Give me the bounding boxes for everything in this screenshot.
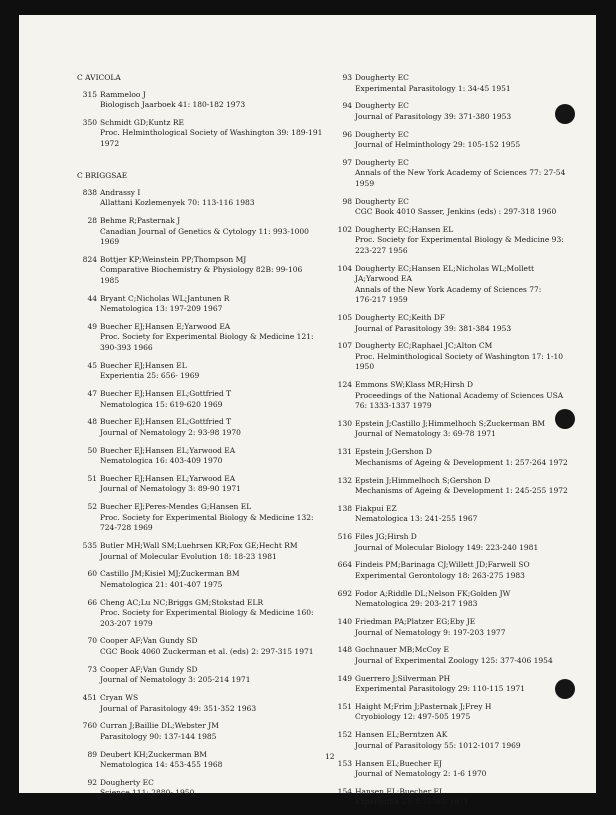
reference-text [355,130,520,151]
reference-number: 130 [337,418,352,428]
reference-line: Experientia 27: 859-860 1971 [355,797,469,807]
reference-number: 138 [337,503,352,513]
reference-text [355,759,486,780]
reference-entry [77,541,323,562]
reference-line: JA;Yarwood EA [355,274,412,284]
reference-entry [332,476,586,497]
reference-line: 724-728 1969 [100,523,153,533]
reference-line: Rammeloo J [100,89,146,99]
reference-entry [332,759,586,780]
reference-entry [77,721,323,742]
reference-line: Dougherty EC;Keith DF [355,313,446,323]
reference-line: Nematologica 29: 203-217 1983 [355,599,478,609]
reference-number: 148 [337,645,352,655]
reference-number: 51 [87,473,97,483]
reference-line: 1950 [355,362,375,372]
section-heading: C AVICOLA [77,73,121,82]
reference-number: 94 [342,101,352,111]
reference-line: 1985 [100,275,120,285]
reference-entry [77,322,323,354]
reference-line: Fodor A;Riddle DL;Nelson FK;Golden JW [355,588,511,598]
reference-line: CGC Book 4060 Zuckerman et al. (eds) 2: 297-315 1971 [100,646,314,656]
reference-number: 102 [337,224,352,234]
reference-line: Parasitology 90: 137-144 1985 [100,731,217,741]
reference-line: Findeis PM;Barinaga CJ;Willett JD;Farwell SO [355,560,530,570]
reference-line: Journal of Nematology 9: 197-203 1977 [355,627,506,637]
reference-number: 96 [342,129,352,139]
reference-number: 28 [87,216,97,226]
reference-number: 535 [82,541,97,551]
reference-number: 44 [87,293,97,303]
reference-line: Journal of Nematology 2: 1-6 1970 [355,769,487,779]
reference-number: 140 [337,617,352,627]
reference-number: 93 [342,73,352,82]
reference-number: 48 [87,417,97,427]
reference-line: Cheng AC;Lu NC;Briggs GM;Stokstad ELR [100,597,264,607]
reference-line: Dougherty EC [355,196,409,206]
reference-line: Gochnauer MB;McCoy E [355,645,450,655]
reference-line: Journal of Parasitology 49: 351-352 1963 [100,703,257,713]
reference-number: 516 [337,532,352,542]
reference-line: Nematologica 13: 197-209 1967 [100,304,223,314]
reference-number: 132 [337,475,352,485]
reference-text [355,225,564,257]
reference-line: Files JG;Hirsh D [355,532,417,542]
reference-text [100,541,298,562]
reference-line: Proc. Helminthological Society of Washington 39: 189-191 [100,128,323,138]
reference-entry [332,787,586,808]
reference-line: Epstein J;Gershon D [355,447,432,457]
reference-line: Journal of Parasitology 39: 371-380 1953 [355,111,512,121]
reference-entry [332,101,586,122]
reference-line: Haight M;Frim J;Pasternak J;Frey H [355,701,492,711]
reference-line: Journal of Nematology 2: 93-98 1970 [100,427,241,437]
reference-line: Nematologica 21: 401-407 1975 [100,579,223,589]
reference-line: Experientia 25: 656- 1969 [100,371,200,381]
reference-text [355,730,521,751]
reference-line: 76: 1333-1337 1979 [355,401,432,411]
reference-number: 151 [337,701,352,711]
reference-line: Journal of Experimental Zoology 125: 377-406 1954 [355,655,553,665]
reference-entry [77,118,323,150]
reference-entry [77,417,323,438]
reference-text [355,380,563,412]
reference-entry [332,560,586,581]
reference-entry [332,225,586,257]
reference-line: Proc. Helminthological Society of Washington 17: 1-10 [355,351,564,361]
reference-line: Epstein J;Himmelhoch S;Gershon D [355,475,491,485]
reference-line: Annals of the New York Academy of Sciences 77: 27-54 [355,168,566,178]
reference-entry [77,294,323,315]
reference-line: 1972 [100,138,120,148]
reference-line: Dougherty EC [355,101,409,111]
reference-number: 154 [337,786,352,796]
reference-line: Journal of Molecular Biology 149: 223-240 1981 [355,542,539,552]
reference-line: Nematologica 13: 241-255 1967 [355,514,478,524]
reference-number: 107 [337,341,352,351]
reference-line: Annals of the New York Academy of Sciences 77: [355,284,542,294]
reference-entry [332,158,586,190]
reference-text [100,778,194,799]
reference-number: 66 [87,597,97,607]
reference-number: 664 [337,560,352,570]
reference-entry [332,197,586,218]
reference-text [355,560,530,581]
reference-number: 350 [82,117,97,127]
reference-entry [77,693,323,714]
reference-text [100,294,229,315]
reference-text [100,598,314,630]
reference-text [100,569,240,590]
reference-text [355,617,505,638]
reference-text [355,589,510,610]
reference-line: Mechanisms of Ageing & Development 1: 245-255 1972 [355,486,568,496]
reference-line: Journal of Parasitology 55: 1012-1017 1969 [355,740,521,750]
reference-entry [332,702,586,723]
reference-number: 49 [87,321,97,331]
reference-line: Dougherty EC [355,73,409,82]
reference-line: Proc. Society for Experimental Biology & Medicine 132: [100,512,314,522]
reference-line: Epstein J;Castillo J;Himmelhoch S;Zuckerman BM [355,418,546,428]
reference-line: Emmons SW;Klass MR;Hirsh D [355,380,474,390]
reference-line: Proc. Society for Experimental Biology & Medicine 93: [355,235,564,245]
reference-text [100,389,231,410]
reference-line: Bottjer KP;Weinstein PP;Thompson MJ [100,254,247,264]
reference-line: Hansen EL;Berntzen AK [355,730,448,740]
reference-line: Allattani Kozlemenyek 70: 113-116 1983 [100,198,255,208]
reference-line: Deubert KH;Zuckerman BM [100,749,207,759]
reference-line: Dougherty EC;Hansen EL [355,224,454,234]
reference-number: 149 [337,673,352,683]
reference-line: Cryobiology 12: 497-505 1975 [355,712,471,722]
reference-line: Mechanisms of Ageing & Development 1: 257-264 1972 [355,457,568,467]
reference-number: 89 [87,749,97,759]
reference-line: Hansen EL;Buecher EJ [355,786,443,796]
reference-line: Journal of Helminthology 29: 105-152 1955 [355,140,521,150]
reference-number: 124 [337,380,352,390]
reference-entry [77,188,323,209]
reference-text [100,693,256,714]
reference-line: Cooper AF;Van Gundy SD [100,636,198,646]
reference-line: Journal of Molecular Evolution 18: 18-23 1981 [100,551,277,561]
reference-line: Proc. Society for Experimental Biology & Medicine 160: [100,608,314,618]
reference-number: 60 [87,569,97,579]
reference-number: 52 [87,502,97,512]
reference-line: Schmidt GD;Kuntz RE [100,117,184,127]
reference-number: 824 [82,254,97,264]
reference-line: 176-217 1959 [355,295,408,305]
reference-line: Dougherty EC;Hansen EL;Nicholas WL;Mollett [355,263,535,273]
reference-line: Friedman PA;Platzer EG;Eby JE [355,617,476,627]
reference-line: Experimental Parasitology 1: 34-45 1951 [355,83,511,93]
reference-text [355,702,491,723]
reference-text [355,476,568,497]
reference-line: Buecher EJ;Hansen EL [100,360,187,370]
reference-number: 73 [87,664,97,674]
reference-text [100,502,314,534]
reference-line: Buecher EJ;Peres-Mendes G;Hansen EL [100,502,252,512]
reference-number: 105 [337,313,352,323]
reference-line: Dougherty EC [355,157,409,167]
reference-number: 92 [87,777,97,787]
reference-text [355,101,511,122]
reference-number: 131 [337,447,352,457]
reference-text [100,255,302,287]
reference-line: Proceedings of the National Academy of Sciences USA [355,390,564,400]
reference-entry [332,73,586,94]
reference-number: 97 [342,157,352,167]
reference-line: Nematologica 16: 403-409 1970 [100,456,223,466]
reference-number: 838 [82,187,97,197]
reference-line: Nematologica 15: 619-620 1969 [100,399,223,409]
reference-line: Comparative Biochemistry & Physiology 82B: 99-106 [100,265,303,275]
reference-text [355,264,541,306]
reference-line: Journal of Nematology 3: 89-90 1971 [100,484,241,494]
reference-text [355,419,545,440]
reference-number: 152 [337,730,352,740]
reference-line: Bryant C;Nicholas WL;Jantunen R [100,293,230,303]
reference-line: 1969 [100,237,120,247]
reference-line: Experimental Gerontology 18: 263-275 1983 [355,570,525,580]
reference-number: 47 [87,389,97,399]
reference-entry [332,730,586,751]
reference-text [100,665,250,686]
reference-line: Andrassy I [100,187,141,197]
reference-line: Journal of Nematology 3: 205-214 1971 [100,675,251,685]
reference-line: Castillo JM;Kisiel MJ;Zuckerman BM [100,569,240,579]
reference-entry [77,569,323,590]
reference-entry [332,264,586,306]
reference-number: 153 [337,758,352,768]
reference-text [355,504,477,525]
reference-text [355,313,511,334]
reference-line: Hansen EL;Buecher EJ [355,758,443,768]
reference-number: 50 [87,445,97,455]
reference-text [355,341,563,373]
reference-text [100,474,241,495]
reference-entry [332,447,586,468]
section-heading: C BRIGGSAE [77,171,128,181]
reference-line: 390-393 1966 [100,342,153,352]
reference-entry [77,255,323,287]
reference-line: Buecher EJ;Hansen EL;Yarwood EA [100,445,236,455]
reference-entry [77,598,323,630]
reference-text [100,118,322,150]
reference-text [100,446,235,467]
reference-line: Nematologica 14: 453-455 1968 [100,760,223,770]
reference-text [100,750,222,771]
page-number: 12 [325,752,335,761]
reference-line: Buecher EJ;Hansen EL;Gottfried T [100,417,232,427]
reference-line: Dougherty EC [355,129,409,139]
reference-line: Butler MH;Wall SM;Luehrsen KR;Fox GE;Hecht RM [100,541,298,551]
reference-text [100,721,219,742]
reference-entry [332,674,586,695]
reference-number: 692 [337,588,352,598]
reference-line: Experimental Parasitology 29: 110-115 1971 [355,684,526,694]
reference-entry [77,474,323,495]
reference-text [355,73,511,94]
reference-line: Fiakpui EZ [355,503,397,513]
right-column [332,73,586,815]
reference-text [100,322,314,354]
reference-entry [332,645,586,666]
reference-line: CGC Book 4010 Sasser, Jenkins (eds) : 297-318 1960 [355,207,557,217]
reference-line: Dougherty EC;Raphael JC;Alton CM [355,341,493,351]
reference-text [100,188,255,209]
reference-line: 203-207 1979 [100,618,153,628]
reference-number: 70 [87,636,97,646]
left-column [77,73,323,806]
reference-line: Buecher EJ;Hansen E;Yarwood EA [100,321,231,331]
reference-line: Buecher EJ;Hansen EL;Yarwood EA [100,473,236,483]
reference-entry [77,446,323,467]
document-page [19,15,596,807]
reference-number: 760 [82,721,97,731]
reference-entry [77,778,323,799]
reference-entry [77,361,323,382]
reference-text [355,158,565,190]
reference-entry [332,532,586,553]
reference-text [355,447,568,468]
reference-line: 223-227 1956 [355,245,408,255]
reference-line: Canadian Journal of Genetics & Cytology 11: 993-1000 [100,226,309,236]
reference-line: Journal of Nematology 3: 69-78 1971 [355,429,496,439]
reference-text [100,361,199,382]
reference-entry [77,90,323,111]
reference-line: Cryan WS [100,693,139,703]
reference-text [100,216,309,248]
reference-number: 98 [342,196,352,206]
reference-entry [332,313,586,334]
reference-line: Dougherty EC [100,777,154,787]
reference-entry [77,665,323,686]
reference-text [100,636,314,657]
reference-entry [332,341,586,373]
reference-line: Cooper AF;Van Gundy SD [100,664,198,674]
reference-line: Curran J;Baillie DL;Webster JM [100,721,219,731]
reference-entry [332,130,586,151]
reference-number: 315 [82,89,97,99]
reference-entry [77,389,323,410]
reference-entry [332,419,586,440]
reference-entry [77,216,323,248]
reference-entry [332,589,586,610]
reference-entry [77,502,323,534]
reference-entry [332,504,586,525]
reference-text [100,417,241,438]
reference-number: 451 [82,693,97,703]
reference-line: Behme R;Pasternak J [100,216,181,226]
reference-entry [77,636,323,657]
reference-entry [332,380,586,412]
reference-line: Guerrero J;Silverman PH [355,673,451,683]
reference-text [355,532,538,553]
reference-text [100,90,245,111]
reference-text [355,787,469,808]
reference-text [355,197,556,218]
reference-number: 45 [87,360,97,370]
reference-number: 104 [337,263,352,273]
reference-entry [77,750,323,771]
reference-line: Buecher EJ;Hansen EL;Gottfried T [100,389,232,399]
reference-line: 1959 [355,178,375,188]
reference-line: Biologisch Jaarboek 41: 180-182 1973 [100,100,246,109]
reference-text [355,674,525,695]
reference-line: Journal of Parasitology 39: 381-384 1953 [355,323,512,333]
reference-line: Science 111: 2880- 1950 [100,788,195,798]
reference-line: Proc. Society for Experimental Biology & Medicine 121: [100,332,314,342]
reference-entry [332,617,586,638]
reference-text [355,645,553,666]
